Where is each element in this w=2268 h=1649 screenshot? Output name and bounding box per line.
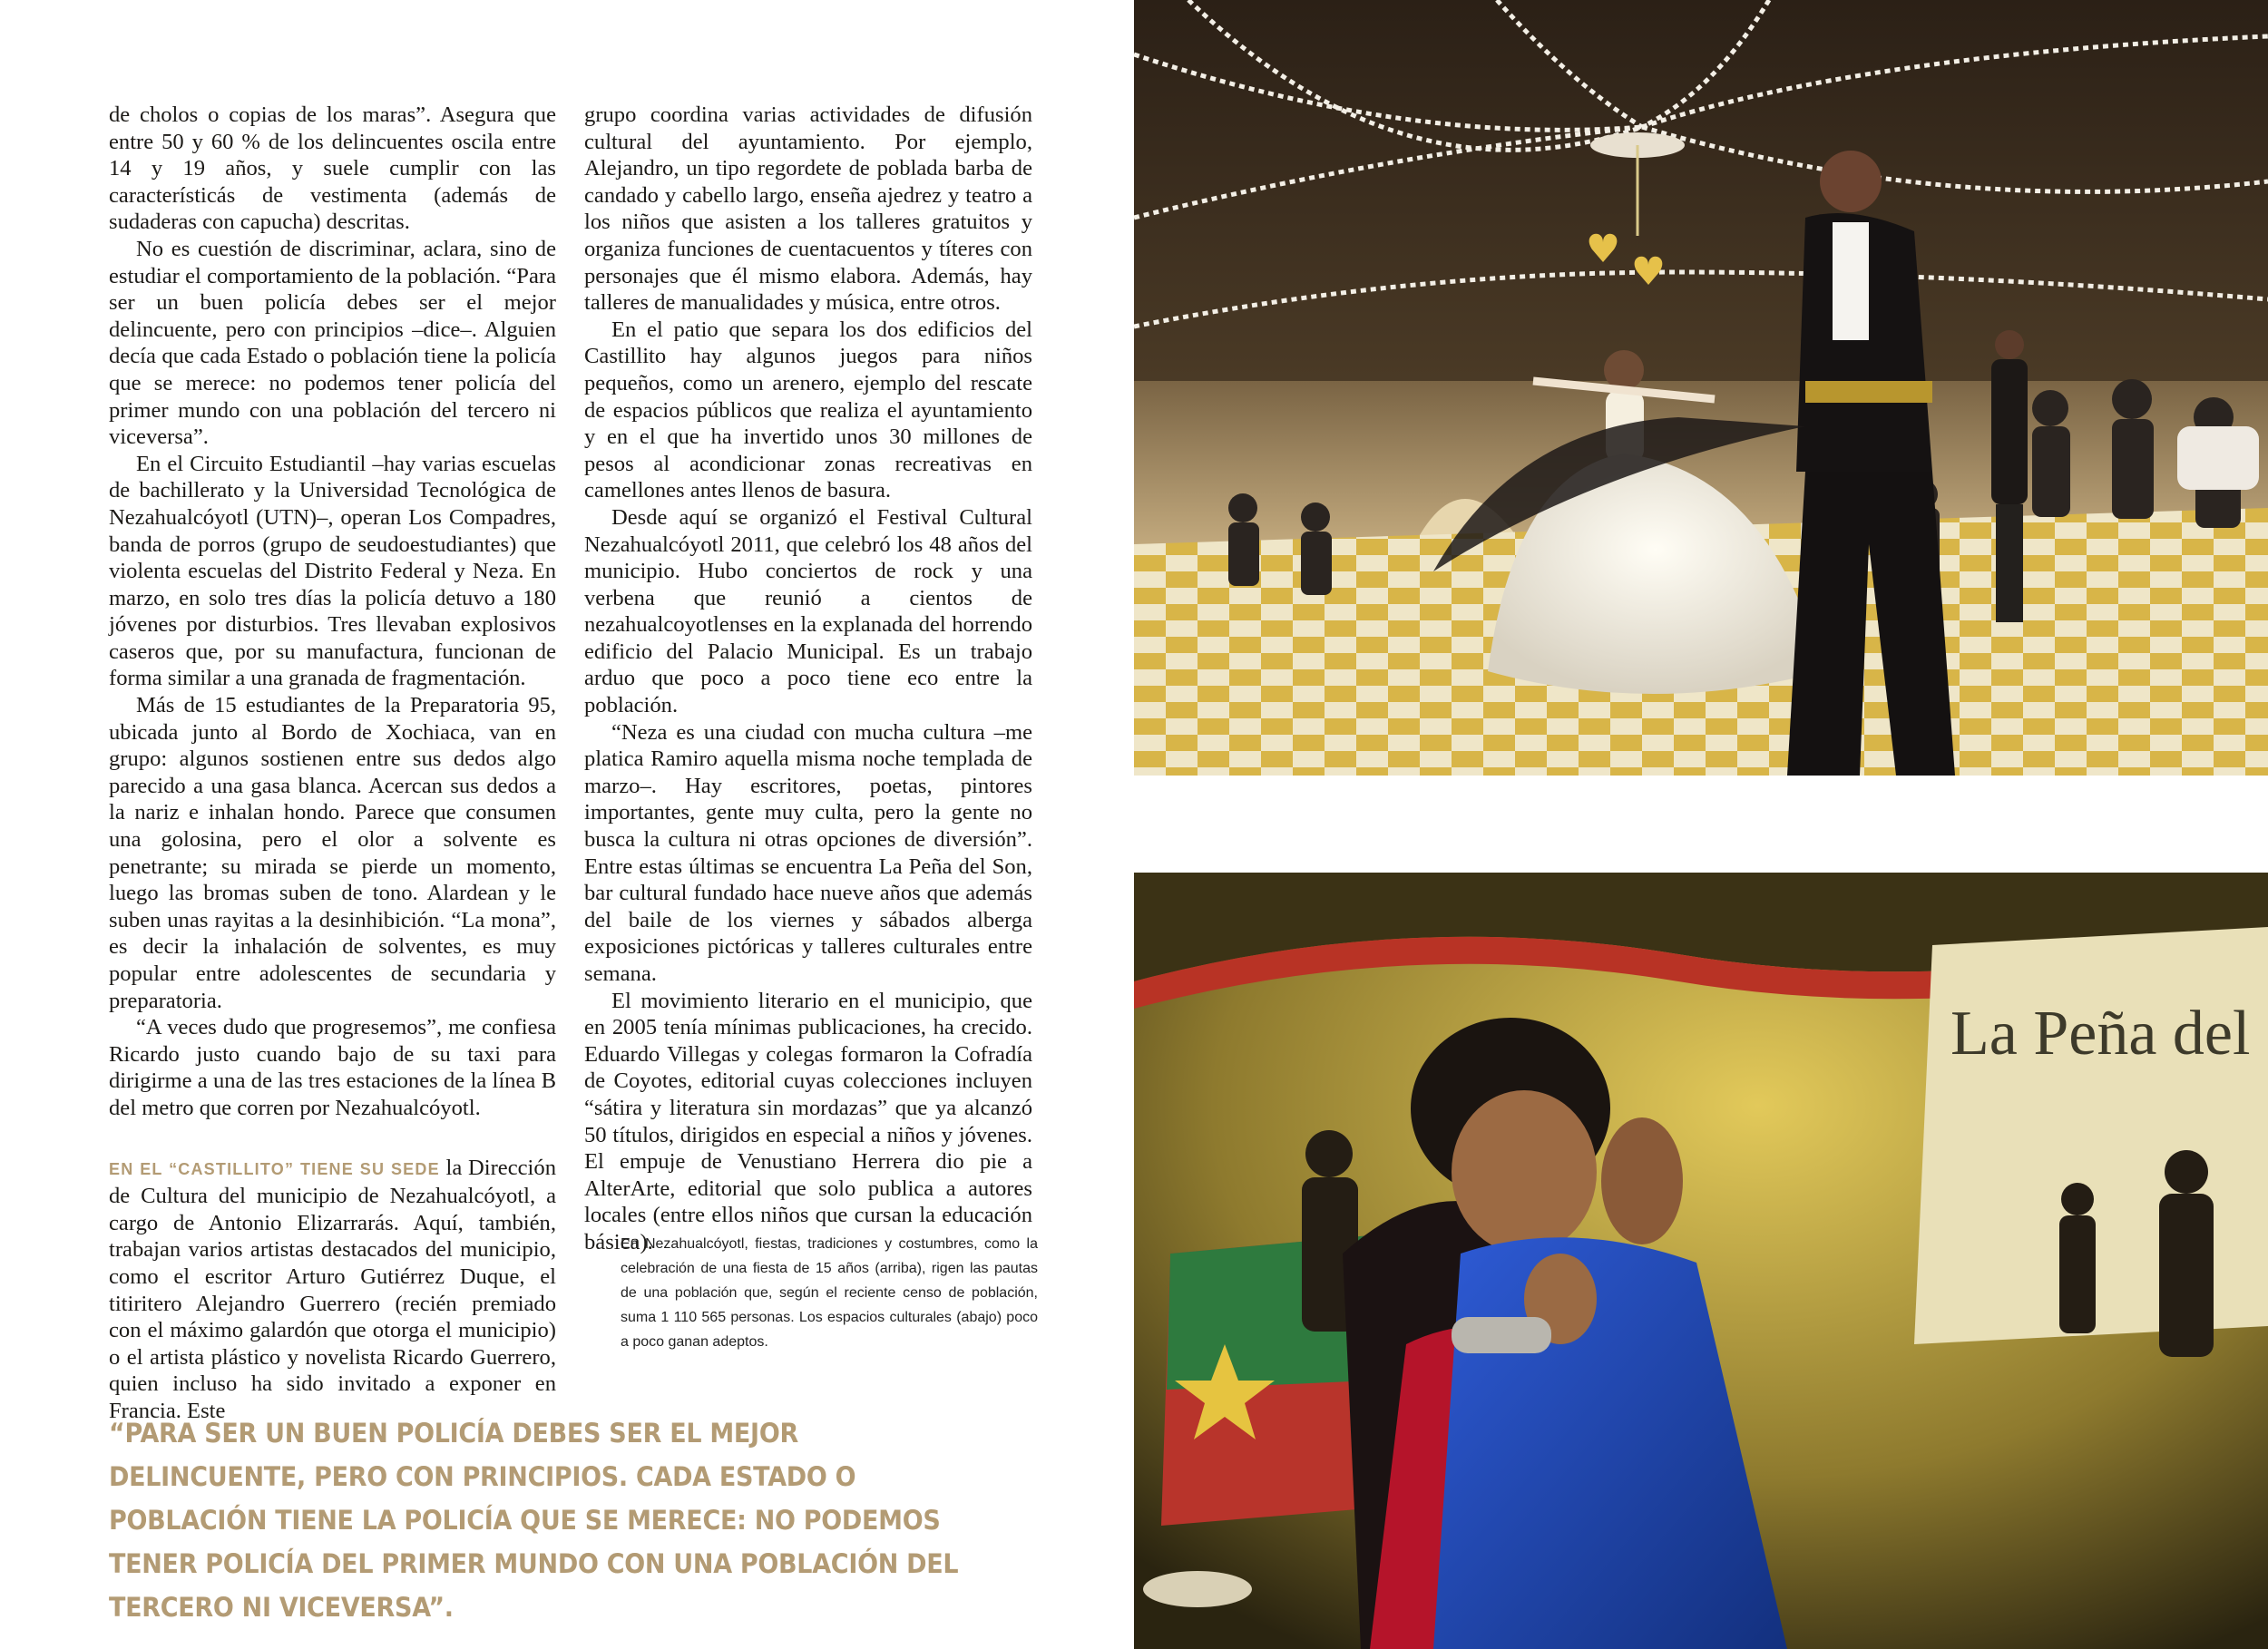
photo-couple-illustration [1134,873,2268,1649]
paragraph: Más de 15 estudiantes de la Preparatoria 95, ubicada junto al Bordo de Xochiaca, van en grupo: algunos sostienen entre sus dedos algo parecido a una gasa blanca. Acercan sus dedos a la nariz e inhalan hondo. Parece que consumen una golosina, pero el olor a solvente es penetrante; su mirada se pierde un momento, luego las bromas suben de tono. Alardean y le suben unas rayitas a la desinhibición. “La mona”, es decir la inhalación de solventes, es muy popular entre adolescentes de secundaria y preparatoria. [109,693,556,1013]
banner-text: La Peña del [1950,999,2251,1068]
photo-quinceanera-dance [1134,0,2268,776]
article-column-1 [109,102,556,1425]
section-lead-paragraph [109,1155,556,1425]
article-column-2 [584,102,1032,1256]
paragraph-text: la Dirección de Cultura del municipio de Nezahualcóyotl, a cargo de Antonio Elizarrarás. Aquí, también, trabajan varios artistas destacados del municipio, como el escritor Arturo Gutiérrez Duque, el titiritero Alejandro Guerrero (recién premiado con el máximo galardón que otorga el municipio) o el artista plástico y novelista Ricardo Guerrero, quien incluso ha sido invitado a exponer en Francia. Este [109,1155,556,1423]
paragraph: Desde aquí se organizó el Festival Cultural Nezahualcóyotl 2011, que celebró los 48 años del municipio. Hubo conciertos de rock y una verbena que reunió a cientos de nezahualcoyotlenses en la explanada del horrendo edificio del Palacio Municipal. Es un trabajo arduo que poco a poco tiene eco entre la población. [584,504,1032,718]
photo-quinceanera-illustration [1134,0,2268,776]
paragraph: El movimiento literario en el municipio, que en 2005 tenía mínimas publicaciones, ha crecido. Eduardo Villegas y colegas formaron la Cofradía de Coyotes, editorial cuyas colecciones incluyen “sátira y literatura sin mordazas” que ya alcanzó 50 títulos, dirigidos en especial a niños y jóvenes. El empuje de Venustiano Herrera dio pie a AlterArte, editorial que solo publica a autores locales (entre ellos niños que cursan la educación básica). [584,988,1032,1254]
paragraph: de cholos o copias de los maras”. Asegura que entre 50 y 60 % de los delincuentes oscila entre 14 y 19 años, y suele cumplir con las característicás de vestimenta (además de sudaderas con capucha) descritas. [109,102,556,235]
paragraph: En el Circuito Estudiantil –hay varias escuelas de bachillerato y la Universidad Tecnológica de Nezahualcóyotl (UTN)–, operan Los Compadres, banda de porros (grupo de seudoestudiantes) que violenta escuelas del Distrito Federal y Neza. En marzo, en solo tres días la policía detuvo a 180 jóvenes por disturbios. Tres llevaban explosivos caseros que, por su manufactura, funcionan de forma similar a una granada de fragmentación. [109,451,556,691]
paragraph: “Neza es una ciudad con mucha cultura –me platica Ramiro aquella misma noche templada de marzo–. Hay escritores, poetas, pintores importantes, gente muy culta, pero la gente no busca la cultura ni otras opciones de diversión”. Entre estas últimas se encuentra La Peña del Son, bar cultural fundado hace nueve años que además del baile de los viernes y sábados alberga exposiciones pictóricas y talleres culturales entre semana. [584,719,1032,986]
paragraph: grupo coordina varias actividades de difusión cultural del ayuntamiento. Por ejemplo, Alejandro, un tipo regordete de poblada barba de candado y cabello largo, enseña ajedrez y teatro a los niños que asisten a los talleres gratuitos y organiza funciones de cuentacuentos y títeres con personajes que él mismo elabora. Además, hay talleres de manualidades y música, entre otros. [584,102,1032,316]
photo-couple-dancing [1134,873,2268,1649]
pull-quote: “PARA SER UN BUEN POLICÍA DEBES SER EL MEJOR DELINCUENTE, PERO CON PRINCIPIOS. CADA ESTADO O POBLACIÓN TIENE LA POLICÍA QUE SE MERECE: NO PODEMOS TENER POLICÍA DEL PRIMER MUNDO CON UNA POBLACIÓN DEL TERCERO NI VICEVERSA”. [109,1418,959,1623]
paragraph: “A veces dudo que progresemos”, me confiesa Ricardo justo cuando bajo de su taxi para dirigirme a una de las tres estaciones de la línea B del metro que corren por Nezahualcóyotl. [109,1015,556,1120]
section-lead-in: EN EL “CASTILLITO” TIENE SU SEDE [109,1159,440,1178]
photo-caption: En Nezahualcóyotl, fiestas, tradiciones y costumbres, como la celebración de una fiesta de 15 años (arriba), rigen las pautas de una población que, según el reciente censo de población, suma 1 110 565 personas. Los espacios culturales (abajo) poco a poco ganan adeptos. [621,1236,1038,1350]
paragraph: En el patio que separa los dos edificios del Castillito hay algunos juegos para niños pequeños, como un arenero, ejemplo del rescate de espacios públicos que realiza el ayuntamiento y en el que ha invertido unos 30 millones de pesos al acondicionar zonas recreativas en camellones antes llenos de basura. [584,317,1032,503]
paragraph: No es cuestión de discriminar, aclara, sino de estudiar el comportamiento de la población. “Para ser un buen policía debes ser el mejor delincuente, pero con principios –dice–. Alguien decía que cada Estado o población tiene la policía que se merece: no podemos tener policía del primer mundo con una población del tercero ni viceversa”. [109,236,556,450]
